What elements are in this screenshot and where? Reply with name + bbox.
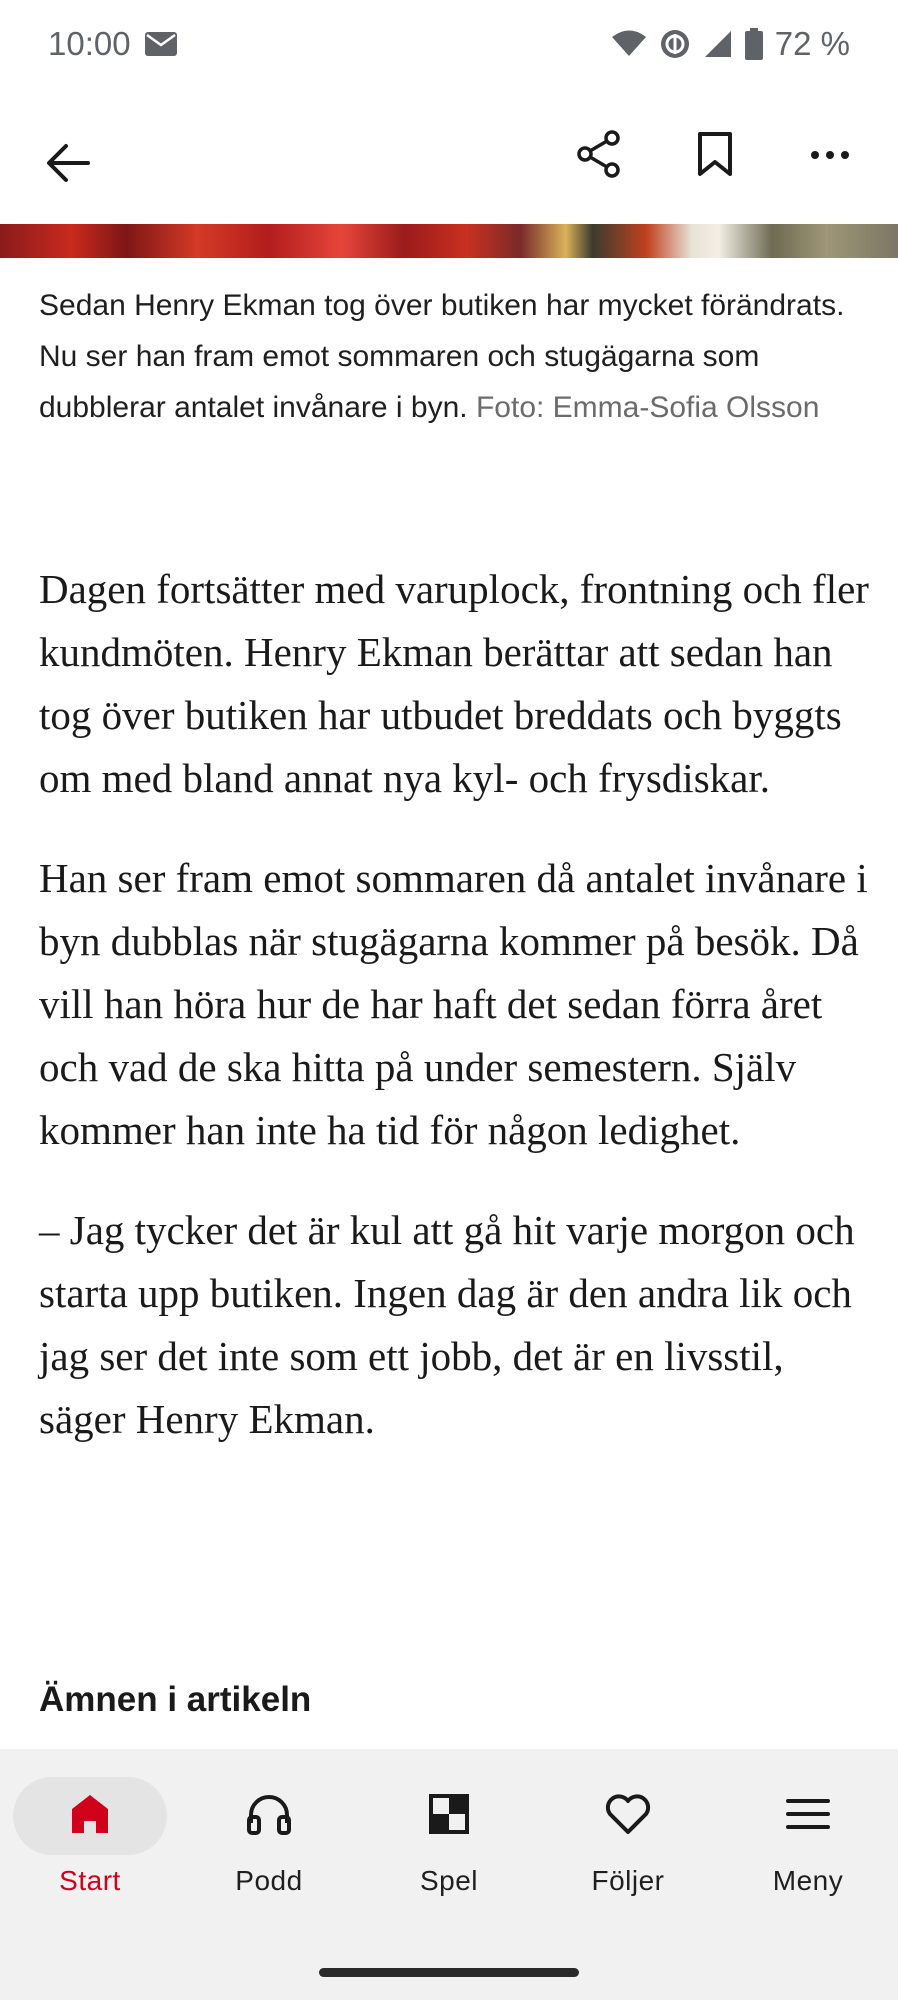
article-paragraph: – Jag tycker det är kul att gå hit varje morgon och starta upp butiken. Ingen dag är den andra lik och jag ser det inte som ett jobb, det är en livsstil, säger Henry Ekman. xyxy=(39,1207,855,1442)
app-bar xyxy=(0,88,898,224)
signal-icon xyxy=(703,29,733,59)
article-image xyxy=(0,224,898,258)
share-icon xyxy=(576,130,622,183)
nav-item-start[interactable] xyxy=(13,1777,167,1907)
home-indicator[interactable] xyxy=(319,1968,579,1977)
more-horizontal-icon xyxy=(810,147,850,165)
nav-label-podd: Podd xyxy=(235,1865,303,1896)
nav-active-indicator xyxy=(13,1777,167,1855)
arrow-left-icon xyxy=(46,143,90,188)
topics-heading: Ämnen i artikeln xyxy=(39,1680,312,1719)
more-button[interactable] xyxy=(790,116,870,196)
nav-item-podd[interactable] xyxy=(192,1777,346,1907)
nav-item-foljer[interactable] xyxy=(551,1777,705,1907)
headphones-icon xyxy=(247,1793,291,1840)
data-saver-icon xyxy=(659,28,691,60)
battery-icon xyxy=(745,28,763,60)
status-bar xyxy=(0,0,898,88)
nav-label-meny: Meny xyxy=(772,1865,844,1896)
image-caption xyxy=(39,280,859,433)
status-time: 10:00 xyxy=(48,25,131,62)
bookmark-icon xyxy=(697,131,733,182)
article-paragraph: Han ser fram emot sommaren då antalet invånare i byn dubblas när stugägarna kommer på besök. Då vill han höra hur de har haft det sedan förra året och vad de ska hitta på under semestern. Själv kommer han inte ha tid för någon ledighet. xyxy=(39,855,868,1153)
share-button[interactable] xyxy=(559,116,639,196)
back-button[interactable] xyxy=(28,125,108,205)
nav-item-spel[interactable] xyxy=(372,1777,526,1907)
nav-icon-wrap xyxy=(372,1777,526,1855)
nav-icon-wrap xyxy=(731,1777,885,1855)
home-icon xyxy=(70,1793,110,1840)
status-left xyxy=(48,25,177,63)
battery-percent: 72 % xyxy=(774,25,850,62)
nav-item-meny[interactable] xyxy=(731,1777,885,1907)
nav-icon-wrap xyxy=(192,1777,346,1855)
article-body xyxy=(39,558,869,1488)
status-right xyxy=(611,25,850,63)
mail-icon xyxy=(145,32,177,56)
article-paragraph: Dagen fortsätter med varuplock, frontning och fler kundmöten. Henry Ekman berättar att sedan han tog över butiken har utbudet breddats och byggts om med bland annat nya kyl- och frysdiskar. xyxy=(39,566,869,801)
nav-label-spel: Spel xyxy=(419,1865,479,1896)
menu-icon xyxy=(786,1797,830,1836)
bottom-navigation xyxy=(0,1749,898,2000)
photo-credit: Foto: Emma-Sofia Olsson xyxy=(475,391,820,424)
bookmark-button[interactable] xyxy=(675,116,755,196)
caption-text: Sedan Henry Ekman tog över butiken har mycket förändrats. Nu ser han fram emot sommaren och stugägarna som dubblerar antalet invånare i byn. xyxy=(39,289,845,424)
games-icon xyxy=(429,1794,469,1839)
wifi-icon xyxy=(611,30,647,58)
nav-label-foljer: Följer xyxy=(591,1865,665,1896)
heart-icon xyxy=(605,1793,651,1840)
nav-icon-wrap xyxy=(551,1777,705,1855)
nav-label-start: Start xyxy=(59,1865,121,1896)
